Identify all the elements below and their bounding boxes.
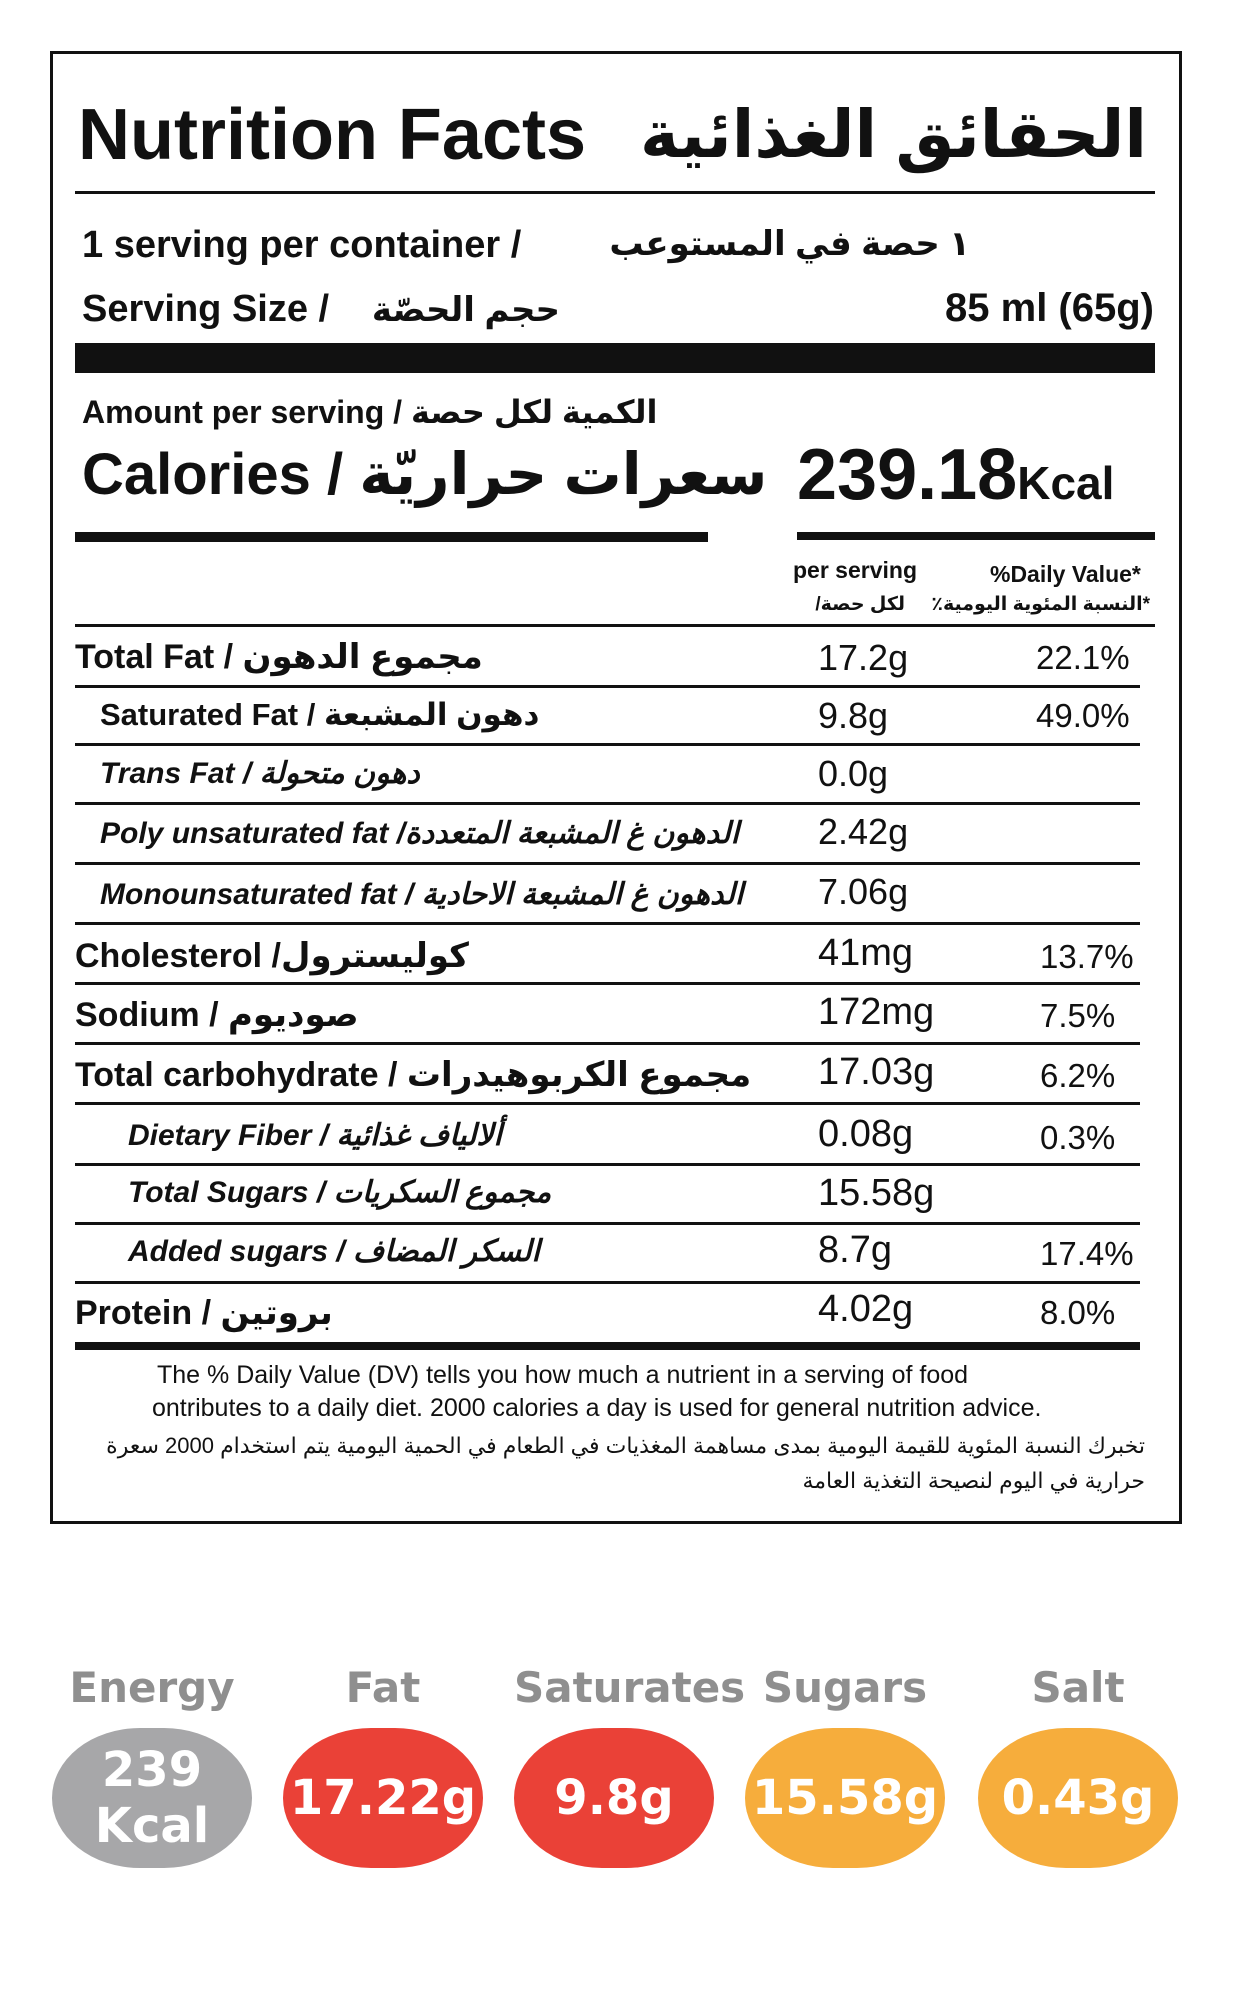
saturates-badge <box>514 1728 714 1868</box>
divider <box>75 1281 1140 1284</box>
salt-badge <box>978 1728 1178 1868</box>
energy-label: Energy <box>69 1663 235 1712</box>
divider <box>75 743 1140 746</box>
col-daily-value: %Daily Value* <box>990 561 1141 587</box>
sugars-label: Sugars <box>762 1663 928 1712</box>
divider <box>75 862 1140 865</box>
nutrient-value: 41mg <box>818 932 914 974</box>
nutrient-value: 15.58g <box>818 1172 935 1214</box>
sugars-badge <box>745 1728 945 1868</box>
title-ar: الحقائق الغذائية <box>639 97 1147 171</box>
energy-badge <box>52 1728 252 1868</box>
footnote-en-line1: The % Daily Value (DV) tells you how much a nutrient in a serving of food <box>157 1361 969 1389</box>
energy-unit: Kcal <box>94 1798 210 1854</box>
servings-per-container-ar: ١ حصة في المستوعب <box>609 225 970 263</box>
serving-size-label-ar: حجم الحصّة <box>371 291 560 329</box>
divider <box>75 982 1140 985</box>
nutrient-name: Monounsaturated fat / الدهون غ المشبعة الاحادية <box>100 878 744 911</box>
col-per-serving: per serving <box>793 557 917 583</box>
saturates-label: Saturates <box>514 1663 746 1712</box>
saturates-value: 9.8g <box>554 1770 674 1826</box>
servings-per-container: 1 serving per container / <box>82 224 522 266</box>
divider <box>75 1222 1140 1225</box>
nutrient-dv: 49.0% <box>1036 697 1130 734</box>
col-daily-value-ar: *النسبة المئوية اليومية٪ <box>931 594 1150 615</box>
nutrient-dv: 6.2% <box>1040 1057 1116 1094</box>
divider <box>75 1042 1140 1045</box>
nutrient-value: 4.02g <box>818 1288 914 1330</box>
calories-label: Calories / سعرات حراريّة <box>82 442 768 507</box>
calories-unit: Kcal <box>1017 457 1115 509</box>
divider <box>75 1163 1140 1166</box>
nutrient-dv: 22.1% <box>1036 639 1130 676</box>
nutrient-name: Sodium / صوديوم <box>75 996 359 1034</box>
nutrient-value: 17.03g <box>818 1051 935 1093</box>
nutrient-name: Total Fat / مجموع الدهون <box>75 638 483 676</box>
salt-value: 0.43g <box>1001 1770 1155 1826</box>
serving-size-label: Serving Size / <box>82 288 330 330</box>
footnote-ar-line1: تخبرك النسبة المئوية للقيمة اليومية بمدى مساهمة المغذيات في الطعام في الحمية اليومية يتم استخدام 2000 سعرة <box>106 1433 1145 1458</box>
title-en: Nutrition Facts <box>78 95 587 175</box>
calories-amount <box>797 434 1114 516</box>
fat-badge <box>283 1728 483 1868</box>
divider <box>75 624 1155 627</box>
energy-value: 239 <box>101 1742 203 1798</box>
fat-value: 17.22g <box>289 1770 477 1826</box>
footnote-ar-line2: حرارية في اليوم لنصيحة التغذية العامة <box>802 1468 1145 1493</box>
nutrient-name: Total Sugars / مجموع السكريات <box>128 1176 552 1209</box>
nutrient-name: Dietary Fiber / ألالياف غذائية <box>128 1119 502 1152</box>
divider <box>75 922 1140 925</box>
nutrient-value: 17.2g <box>818 637 909 678</box>
nutrient-value: 7.06g <box>818 871 909 912</box>
nutrient-value: 0.0g <box>818 753 889 794</box>
nutrient-dv: 0.3% <box>1040 1119 1116 1156</box>
serving-size-value: 85 ml (65g) <box>945 286 1154 330</box>
salt-label: Salt <box>1031 1663 1125 1712</box>
footnote-en-line2: ontributes to a daily diet. 2000 calories a day is used for general nutrition advice. <box>152 1394 1042 1422</box>
nutrient-name: Protein / بروتين <box>75 1294 333 1332</box>
divider <box>75 802 1140 805</box>
calories-underline <box>797 532 1155 540</box>
thick-divider <box>75 343 1155 373</box>
nutrient-dv: 13.7% <box>1040 938 1134 975</box>
amount-per-serving: Amount per serving / الكمية لكل حصة <box>82 394 658 430</box>
calories-value: 239.18 <box>797 435 1018 515</box>
fat-label: Fat <box>345 1663 421 1712</box>
nutrient-name: Cholesterol /كوليسترول <box>75 937 469 975</box>
sugars-value: 15.58g <box>751 1770 939 1826</box>
nutrient-value: 2.42g <box>818 811 909 852</box>
nutrient-name: Saturated Fat / دهون المشبعة <box>100 697 540 732</box>
nutrient-name: Trans Fat / دهون متحولة <box>100 757 420 790</box>
nutrient-name: Poly unsaturated fat /الدهون غ المشبعة المتعددة <box>100 817 739 850</box>
divider <box>75 685 1140 688</box>
calories-divider <box>75 532 708 542</box>
col-per-serving-ar: لكل حصة/ <box>815 594 905 615</box>
nutrient-dv: 7.5% <box>1040 997 1116 1034</box>
nutrient-name: Added sugars / السكر المضاف <box>128 1235 540 1268</box>
nutrient-value: 9.8g <box>818 695 889 736</box>
thick-divider <box>75 1342 1140 1350</box>
nutrient-dv: 8.0% <box>1040 1294 1116 1331</box>
nutrient-value: 172mg <box>818 991 935 1033</box>
nutrient-dv: 17.4% <box>1040 1235 1134 1272</box>
divider <box>75 1102 1140 1105</box>
divider <box>75 191 1155 194</box>
nutrient-value: 8.7g <box>818 1229 892 1271</box>
nutrient-name: Total carbohydrate / مجموع الكربوهيدرات <box>75 1056 752 1094</box>
nutrient-value: 0.08g <box>818 1113 914 1155</box>
